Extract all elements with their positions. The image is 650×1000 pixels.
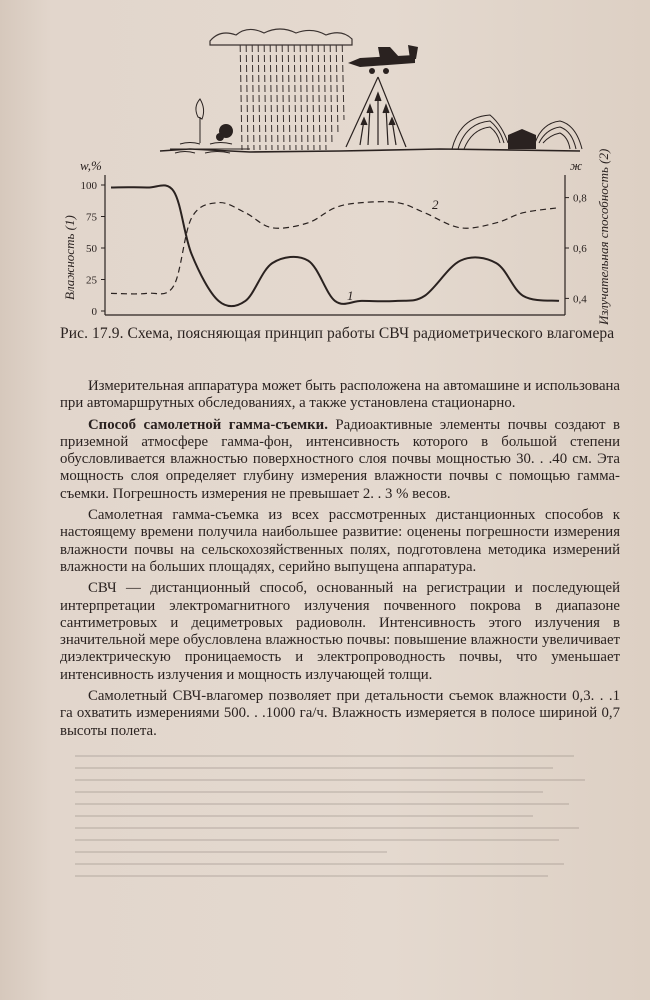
paragraph-1: Измерительная аппаратура может быть расположена на автомашине и использована при автомаршрутных обследованиях, а также установлена стационарно. <box>60 378 620 412</box>
left-tick-label: 25 <box>86 274 97 287</box>
left-axis-symbol: w,% <box>80 158 102 173</box>
right-axis-symbol: ж <box>570 158 583 173</box>
left-tick-label: 50 <box>86 243 97 255</box>
show-through-text <box>75 745 595 955</box>
paragraph-5: Самолетный СВЧ-влагомер позволяет при детальности съемок влажности 0,3. . .1 га охватить измерениями 500. . .1000 га/ч. Влажность измеряется в полосе шириной 0,7 высоты полета. <box>60 688 620 739</box>
paragraph-2-text: Радиоактивные элементы почвы создают в приземной атмосфере гамма-фон, интенсивность которого в большой степени обусловливается влажностью поверхностного слоя почвы мощностью 30. . .40 см. Эта мощность слоя определяет глубину измерения влажности почвы с помощью гамма-съемки. Погрешность измерения не превышает 2. . 3 % весов. <box>60 416 620 502</box>
right-tick-label: 0,8 <box>573 192 587 205</box>
left-tick-label: 0 <box>91 306 97 318</box>
bush-icon <box>216 124 233 141</box>
signal-beam-icon <box>346 77 406 147</box>
paragraph-3: Самолетная гамма-съемка из всех рассмотренных дистанционных способов к настоящему времени получила наибольшее развитие: оценены погрешности измерения влажности почвы на сельскохозяйственных полях, подготовлена методика измерений влажности на больших площадях, серийно выпущена аппаратура. <box>60 507 620 575</box>
paragraph-4: СВЧ — дистанционный способ, основанный на регистрации и последующей интерпретации электромагнитного излучения почвенного покрова в диапазоне сантиметровых и дециметровых радиоволн. Интенсивность этого излучения в значительной мере обусловлена влажностью почвы: повышение влажности увеличивает диэлектрическую проницаемость и электропроводность почвы, что уменьшает интенсивность излучения и мощность излучающей толщи. <box>60 580 620 683</box>
building-icon <box>508 129 536 149</box>
series-line-1 <box>111 185 559 306</box>
left-tick-label: 75 <box>86 211 97 224</box>
curve-label-2: 2 <box>432 197 439 212</box>
cloud-icon <box>210 29 352 45</box>
figure-caption: Рис. 17.9. Схема, поясняющая принцип работы СВЧ радиометрического влагомера <box>60 325 615 342</box>
rain-icon <box>240 35 344 150</box>
tree-icon <box>196 99 204 143</box>
right-tick-label: 0,6 <box>573 243 587 255</box>
right-axis-label: Излучательная способность (2) <box>596 148 611 325</box>
right-tick-label: 0,4 <box>573 293 587 306</box>
left-tick-label: 100 <box>80 180 97 192</box>
left-axis-label: Влажность (1) <box>62 215 77 300</box>
paragraph-2 <box>60 417 620 503</box>
body-text <box>60 378 620 744</box>
curve-label-1: 1 <box>347 288 354 303</box>
series-line-2 <box>111 202 559 294</box>
section-heading: Способ самолетной гамма-съемки. <box>88 416 328 433</box>
radiometer-figure <box>60 25 620 325</box>
airplane-icon <box>348 45 418 74</box>
